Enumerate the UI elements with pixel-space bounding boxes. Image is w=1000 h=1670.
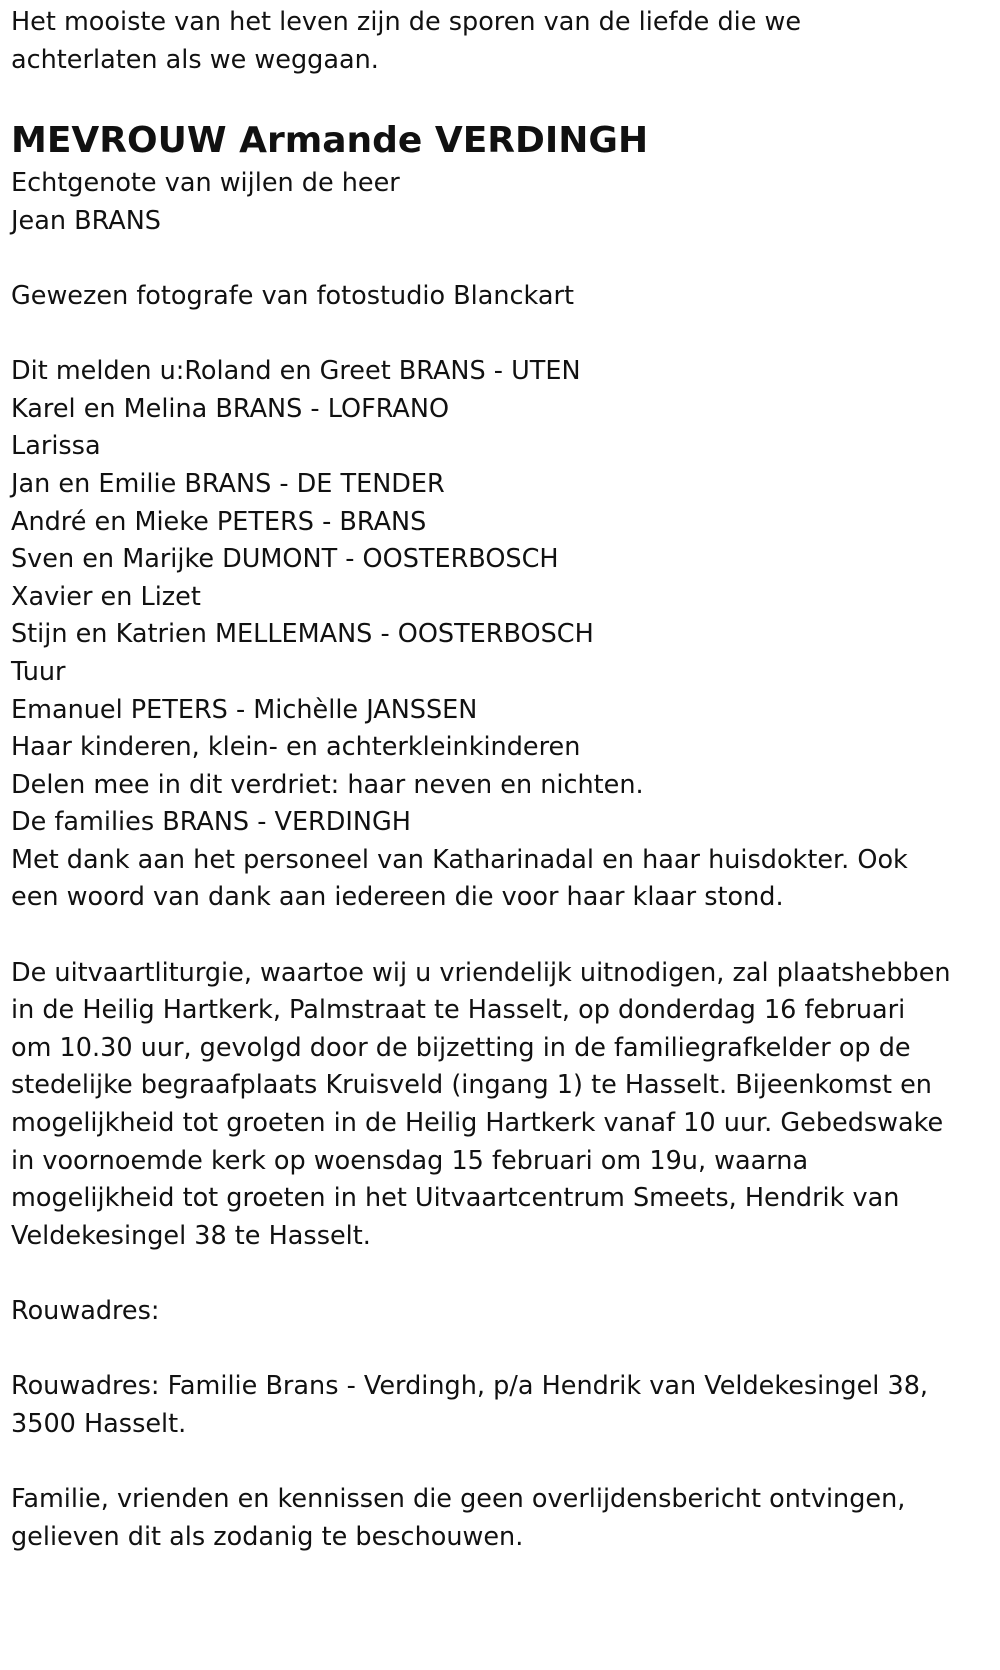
family-line: Delen mee in dit verdriet: haar neven en nichten.	[11, 769, 644, 800]
spouse-line: Jean BRANS	[11, 205, 161, 236]
motto	[11, 4, 990, 79]
spacer	[11, 316, 990, 354]
spouse-line: Echtgenote van wijlen de heer	[11, 168, 400, 199]
spacer	[11, 240, 990, 278]
family-list	[11, 353, 990, 917]
spouse-info	[11, 165, 990, 240]
funeral-line: mogelijkheid tot groeten in het Uitvaartcentrum Smeets, Hendrik van	[11, 1183, 900, 1214]
mourning-address	[11, 1368, 990, 1443]
family-line: Haar kinderen, klein- en achterkleinkinderen	[11, 732, 581, 763]
address-heading-line: Rouwadres:	[11, 1296, 160, 1326]
spacer	[11, 1255, 990, 1293]
funeral-details	[11, 955, 990, 1256]
deceased-name: MEVROUW Armande VERDINGH	[11, 120, 649, 162]
family-line: Jan en Emilie BRANS - DE TENDER	[11, 468, 445, 499]
family-line: Karel en Melina BRANS - LOFRANO	[11, 393, 450, 424]
funeral-line: De uitvaartliturgie, waartoe wij u vriendelijk uitnodigen, zal plaatshebben	[11, 957, 951, 988]
family-line: André en Mieke PETERS - BRANS	[11, 506, 427, 537]
spacer	[11, 1331, 990, 1369]
family-line: Met dank aan het personeel van Katharinadal en haar huisdokter. Ook	[11, 844, 908, 875]
funeral-line: in de Heilig Hartkerk, Palmstraat te Hasselt, op donderdag 16 februari	[11, 995, 906, 1026]
closing-line: gelieven dit als zodanig te beschouwen.	[11, 1521, 524, 1552]
address-line: 3500 Hasselt.	[11, 1408, 187, 1439]
family-line: Sven en Marijke DUMONT - OOSTERBOSCH	[11, 544, 559, 575]
funeral-line: mogelijkheid tot groeten in de Heilig Hartkerk vanaf 10 uur. Gebedswake	[11, 1108, 944, 1139]
motto-line: achterlaten als we weggaan.	[11, 44, 379, 75]
family-line: De families BRANS - VERDINGH	[11, 807, 411, 838]
funeral-line: stedelijke begraafplaats Kruisveld (ingang 1) te Hasselt. Bijeenkomst en	[11, 1070, 932, 1101]
family-line: Dit melden u:Roland en Greet BRANS - UTEN	[11, 356, 581, 387]
family-line: Emanuel PETERS - Michèlle JANSSEN	[11, 694, 478, 725]
family-line: Tuur	[11, 656, 66, 687]
family-line: Stijn en Katrien MELLEMANS - OOSTERBOSCH	[11, 619, 594, 650]
family-line: Larissa	[11, 431, 101, 462]
spacer	[11, 917, 990, 955]
funeral-line: om 10.30 uur, gevolgd door de bijzetting in de familiegrafkelder op de	[11, 1032, 911, 1063]
occupation	[11, 278, 990, 316]
funeral-line: Veldekesingel 38 te Hasselt.	[11, 1220, 371, 1251]
funeral-line: in voornoemde kerk op woensdag 15 februari om 19u, waarna	[11, 1145, 809, 1176]
spacer	[11, 1443, 990, 1481]
family-line: een woord van dank aan iedereen die voor haar klaar stond.	[11, 882, 784, 913]
closing-line: Familie, vrienden en kennissen die geen overlijdensbericht ontvingen,	[11, 1483, 906, 1514]
motto-line: Het mooiste van het leven zijn de sporen van de liefde die we	[11, 7, 802, 37]
occupation-line: Gewezen fotografe van fotostudio Blanckart	[11, 280, 574, 311]
address-line: Rouwadres: Familie Brans - Verdingh, p/a Hendrik van Veldekesingel 38,	[11, 1371, 929, 1402]
closing-note	[11, 1481, 990, 1556]
family-line: Xavier en Lizet	[11, 581, 201, 612]
address-heading	[11, 1293, 990, 1331]
